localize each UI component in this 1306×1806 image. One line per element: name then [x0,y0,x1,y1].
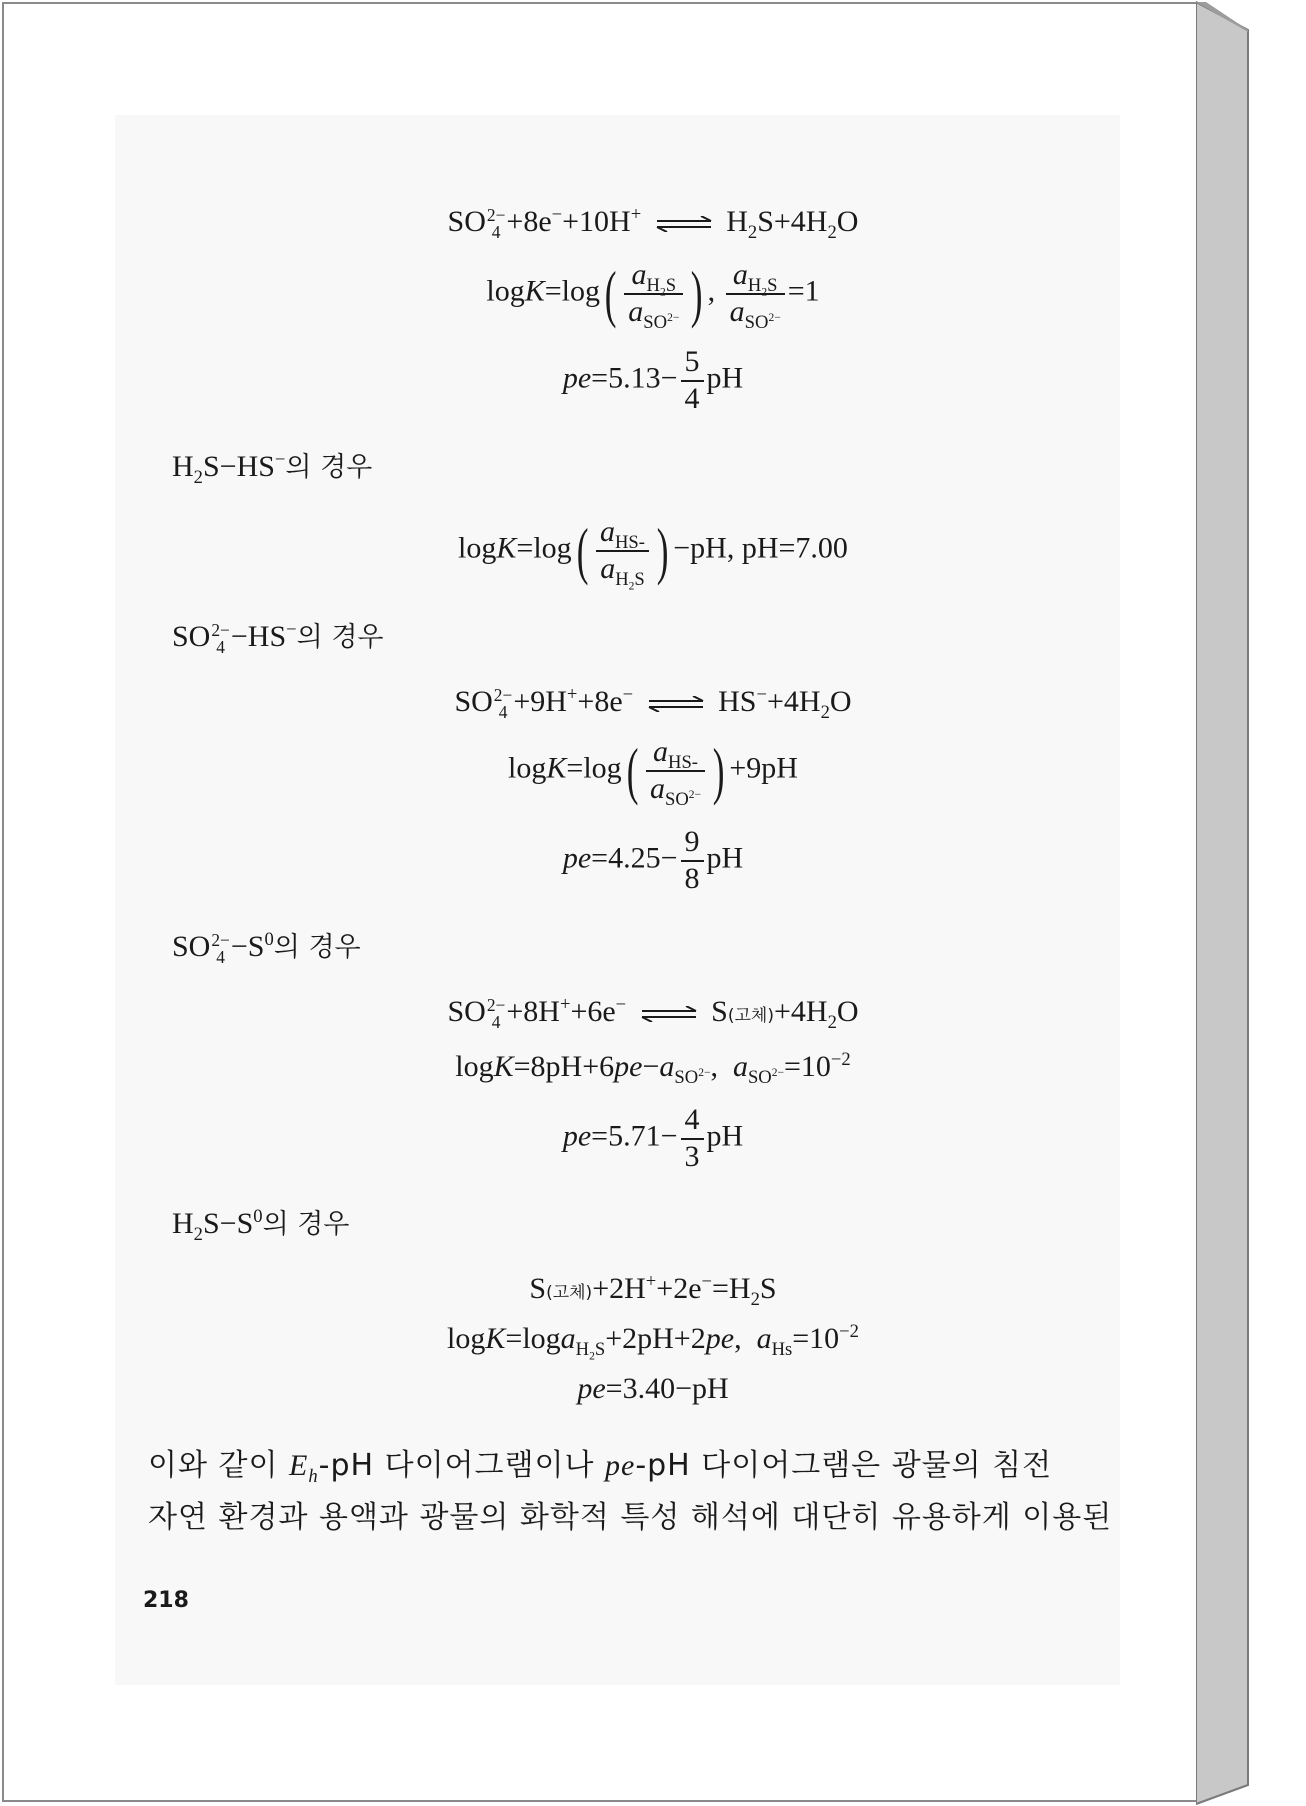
paragraph-line-1: 이와 같이 $E_h-pH$ 다이어그램이나 pe-pH 다이어그램은 광물의 침전 [148,1448,1053,1487]
equation-sulfur-to-h2s: S(고체)$+2H^++2e^-=H_2S$ [529,1271,777,1310]
page-number: 218 [143,1588,189,1613]
section-heading-so4-hs: SO 2− 4 −HS−의 경우 [172,619,384,658]
eq1-h-charge: + [630,204,642,225]
equation-sulfate-to-h2s: SO 2− 4 +8e−+10H+ $H_2S+4H_2O$ [447,204,859,243]
eq1-electrons: +8e [506,205,552,238]
equation-logk-hs-h2s: logK=log( $\frac{a_{HS-}}{a_{H_2S}}$ ) −pH, pH=7.00 [458,514,848,593]
section-heading-so4-s0: SO 2− 4 $-S^0$의 경우 [172,929,361,968]
eq1-water: S+4H [757,205,828,238]
equation-logk-h2s: logK=loga$_{H_2S}$+2pH+2pe, $a_{Hs}=10^{-2}$ [447,1321,859,1363]
section-heading-h2s-hs: $H_2S-HS^-$의 경우 [172,449,373,488]
equation-logk-hs-so4: logK=log( $\frac{a_{HS-}}{a_{SO^{2-}}}$ ) +9pH [508,734,798,810]
equation-pe-4: pe=3.40−pH [577,1372,729,1405]
eq2-fraction: $\frac{a_{H_2S}}{a_{SO^{2-}}}$ [624,258,683,329]
equation-pe-3: pe=5.71− $\frac{4}{3}$ pH [562,1103,744,1173]
eq1-so4: SO [447,205,486,238]
equation-sulfate-to-sulfur: SO 2− 4 +8H++6e− S(고체)$+4H_2O$ [447,994,859,1033]
eq1-so4-subsup: 2− 4 [486,204,506,243]
eq2-ratio: $\frac{a_{H_2S}}{a_{SO^{2-}}}$ [726,258,785,329]
left-paren: ( [604,257,617,329]
equation-pe-2: pe=4.25− $\frac{9}{8}$ pH [562,825,744,895]
equilibrium-arrow-icon [647,696,705,712]
eq1-h2s: H [726,205,748,238]
equilibrium-arrow-icon [655,216,713,232]
equation-pe-1: pe=5.13− $\frac{5}{4}$ pH [562,345,744,415]
equation-logk-h2s-so4: logK=log( $\frac{a_{H_2S}}{a_{SO^{2-}}}$ ) , $\frac{a_{H_2S}}{a_{SO^{2-}}}$ =1 [486,257,820,333]
equilibrium-arrow-icon [640,1006,698,1022]
paragraph-line-2: 자연 환경과 용액과 광물의 화학적 특성 해석에 대단히 유용하게 이용된 [148,1500,1113,1535]
eq1-protons: +10H [562,205,631,238]
right-paren: ) [691,257,703,329]
section-heading-h2s-s0: $H_2S-S^0$의 경우 [172,1206,350,1245]
eq1-e-charge: − [551,204,563,225]
equation-sulfate-to-hs: SO 2− 4 +9H++8e− $HS^-+4H_2O$ [454,684,852,723]
equation-logk-sulfur: $\log K=8pH+6pe-a_{SO^{2-}}$, $a_{SO^{2-}}=10^{-2}$ [455,1049,851,1088]
